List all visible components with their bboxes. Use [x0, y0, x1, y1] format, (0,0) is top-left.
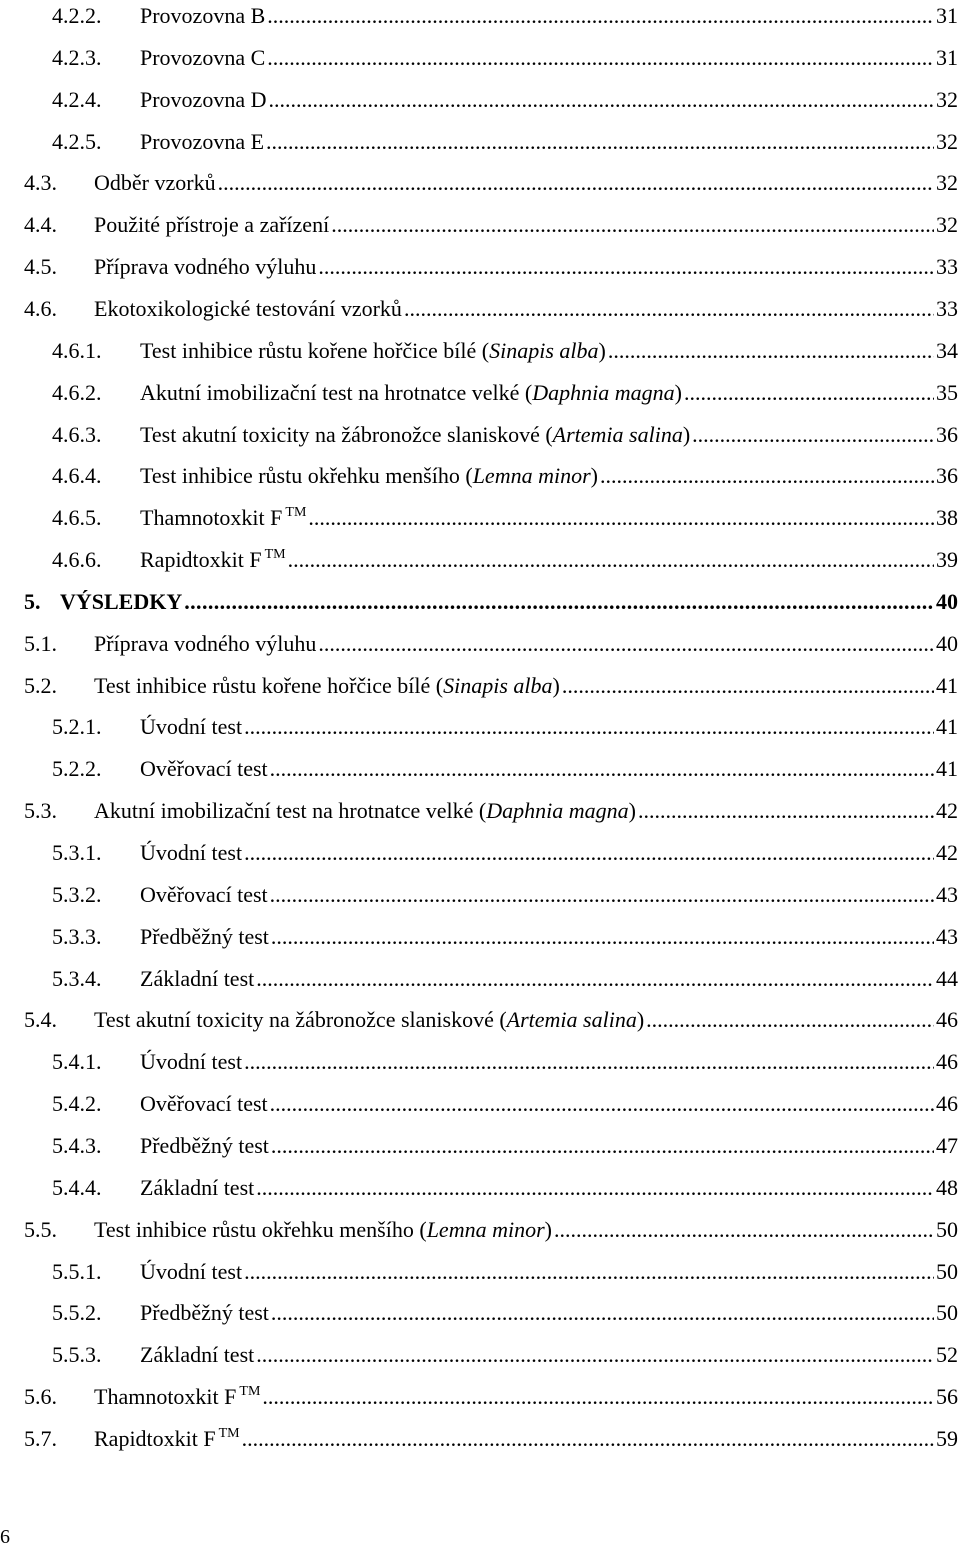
toc-entry-page: 43 [936, 923, 958, 949]
toc-entry[interactable] [0, 1171, 958, 1205]
dot-leader [267, 41, 934, 75]
toc-entry-page: 47 [936, 1132, 958, 1158]
toc-entry-page: 39 [936, 547, 958, 573]
dot-leader [684, 376, 934, 410]
toc-entry-number: 4.2.2. [52, 3, 102, 28]
toc-entry[interactable] [0, 962, 958, 996]
toc-title-text: Test inhibice růstu kořene hořčice bílé ( [140, 337, 490, 363]
toc-title-text: Použité přístroje a zařízení [94, 212, 330, 238]
dot-leader [600, 459, 934, 493]
toc-entry-page: 44 [936, 965, 958, 991]
toc-entry-number: 4.2.4. [52, 86, 102, 112]
toc-entry-title [140, 836, 242, 870]
dot-leader [242, 1422, 934, 1456]
toc-entry-title [94, 250, 316, 284]
toc-entry-page: 50 [936, 1216, 958, 1242]
toc-entry-title [140, 1087, 268, 1121]
toc-entry-title [140, 1255, 242, 1289]
toc-entry[interactable] [0, 1296, 958, 1330]
toc-entry-number: 5.5.1. [52, 1258, 102, 1284]
toc-title-text: Akutní imobilizační test na hrotnatce velké ( [140, 379, 533, 405]
trademark-superscript: TM [285, 505, 307, 521]
toc-title-text: ) [682, 421, 691, 447]
toc-entry-title [140, 334, 606, 368]
toc-title-text: Rapidtoxkit F [140, 547, 262, 573]
toc-entry-number: 5.2.2. [52, 756, 102, 782]
dot-leader [646, 1003, 934, 1037]
toc-entry-title [94, 1003, 644, 1037]
dot-leader [268, 83, 934, 117]
toc-entry[interactable] [0, 83, 958, 117]
toc-entry-page: 56 [936, 1384, 958, 1410]
toc-entry-page: 31 [936, 3, 958, 28]
toc-entry-title [94, 669, 560, 703]
toc-entry-number: 5.3.2. [52, 881, 102, 907]
toc-entry-number: 5.3.1. [52, 840, 102, 865]
toc-entry[interactable] [0, 543, 958, 577]
dot-leader [256, 1338, 934, 1372]
toc-entry-title [140, 962, 254, 996]
toc-entry-number: 5.3. [24, 798, 57, 824]
toc-title-text: Provozovna B [140, 3, 266, 28]
trademark-superscript: TM [218, 1425, 240, 1441]
species-name: Sinapis alba [443, 672, 553, 698]
toc-entry[interactable] [0, 418, 958, 452]
toc-title-text: Test inhibice růstu okřehku menšího ( [94, 1216, 427, 1242]
toc-entry-title [60, 585, 182, 619]
toc-entry-number: 5.3.4. [52, 965, 102, 991]
toc-title-text: ) [598, 337, 606, 363]
toc-entry-title [140, 1171, 254, 1205]
toc-entry-page: 33 [936, 254, 958, 280]
species-name: Daphnia magna [532, 379, 675, 405]
toc-entry-number: 4.6.6. [52, 547, 102, 573]
dot-leader [562, 669, 934, 703]
toc-entry-number: 4.2.5. [52, 128, 102, 154]
toc-title-text: Ověřovací test [140, 881, 268, 907]
toc-entry-number: 5.4. [24, 1007, 57, 1033]
dot-leader [308, 501, 934, 535]
toc-entry-page: 32 [936, 86, 958, 112]
trademark-superscript: TM [239, 1384, 261, 1400]
toc-entry-page: 43 [936, 881, 958, 907]
dot-leader [692, 418, 934, 452]
dot-leader [331, 208, 934, 242]
toc-entry-title [94, 166, 216, 200]
toc-title-text: Ověřovací test [140, 756, 268, 782]
toc-entry-number: 5.7. [24, 1425, 57, 1451]
toc-title-text: Ověřovací test [140, 1091, 268, 1117]
toc-title-text: Úvodní test [140, 714, 243, 740]
dot-leader [270, 1087, 934, 1121]
toc-entry[interactable] [0, 376, 958, 410]
toc-title-text: Předběžný test [140, 1132, 269, 1158]
toc-entry[interactable] [0, 1003, 958, 1037]
toc-entry[interactable] [0, 41, 958, 75]
toc-entry[interactable] [0, 1380, 958, 1414]
toc-entry-number: 5. [24, 588, 41, 614]
toc-entry-number: 4.4. [24, 212, 57, 238]
toc-title-text: VÝSLEDKY [60, 588, 183, 614]
toc-title-text: ) [552, 672, 560, 698]
toc-entry-number: 4.3. [24, 170, 57, 196]
toc-entry-title [140, 752, 268, 786]
toc-entry[interactable] [0, 501, 958, 535]
toc-title-text: ) [628, 798, 636, 824]
toc-entry-number: 5.6. [24, 1384, 57, 1410]
toc-entry-number: 4.6.1. [52, 337, 102, 363]
dot-leader [288, 543, 934, 577]
toc-entry-page: 42 [936, 798, 958, 824]
toc-title-text: Předběžný test [140, 1300, 269, 1326]
toc-entry-page: 38 [936, 505, 958, 531]
toc-entry[interactable] [0, 878, 958, 912]
species-name: Daphnia magna [486, 798, 629, 824]
toc-entry-page: 33 [936, 295, 958, 321]
toc-title-text: Thamnotoxkit F [94, 1384, 237, 1410]
toc-entry-title [94, 1213, 552, 1247]
toc-entry[interactable] [0, 752, 958, 786]
toc-title-text: Předběžný test [140, 923, 269, 949]
toc-entry-number: 5.5.3. [52, 1342, 102, 1368]
toc-entry-page: 41 [936, 672, 958, 698]
toc-title-text: Provozovna C [140, 44, 266, 70]
toc-entry-number: 4.6.2. [52, 379, 102, 405]
toc-entry-title [140, 1296, 269, 1330]
toc-title-text: Odběr vzorků [94, 170, 216, 196]
toc-entry[interactable] [0, 292, 958, 326]
toc-entry-title [94, 1422, 240, 1456]
dot-leader [271, 1129, 934, 1163]
species-name: Artemia salina [552, 421, 683, 447]
species-name: Lemna minor [472, 463, 591, 489]
toc-entry-title [140, 1129, 269, 1163]
dot-leader [638, 794, 934, 828]
toc-entry-page: 41 [936, 714, 958, 740]
toc-title-text: Test inhibice růstu okřehku menšího ( [140, 463, 473, 489]
toc-entry-number: 5.4.1. [52, 1049, 102, 1075]
toc-entry-number: 5.4.2. [52, 1091, 102, 1117]
toc-entry-title [140, 125, 264, 159]
toc-entry-title [140, 1338, 254, 1372]
dot-leader [184, 585, 934, 619]
toc-entry-title [140, 0, 265, 33]
toc-entry-number: 4.6.3. [52, 421, 102, 447]
toc-entry-number: 4.2.3. [52, 44, 102, 70]
toc-entry-title [140, 41, 265, 75]
species-name: Lemna minor [426, 1216, 545, 1242]
toc-entry-title [140, 710, 242, 744]
toc-entry-number: 4.6.4. [52, 463, 102, 489]
dot-leader [244, 836, 934, 870]
toc-entry-title [140, 418, 690, 452]
toc-title-text: Příprava vodného výluhu [94, 630, 317, 656]
dot-leader [256, 962, 934, 996]
toc-title-text: Thamnotoxkit F [140, 505, 283, 531]
toc-entry[interactable] [0, 585, 958, 619]
toc-entry-number: 5.5. [24, 1216, 57, 1242]
toc-entry-title [140, 1045, 242, 1079]
toc-entry-page: 46 [936, 1007, 958, 1033]
toc-entry-title [140, 83, 266, 117]
toc-entry[interactable] [0, 459, 958, 493]
toc-title-text: Provozovna D [140, 86, 267, 112]
dot-leader [256, 1171, 934, 1205]
toc-title-text: Provozovna E [140, 128, 265, 154]
toc-entry-page: 36 [936, 463, 958, 489]
toc-title-text: ) [590, 463, 598, 489]
toc-entry-title [94, 292, 402, 326]
toc-entry[interactable] [0, 250, 958, 284]
dot-leader [554, 1213, 934, 1247]
toc-title-text: Úvodní test [140, 1258, 243, 1284]
dot-leader [608, 334, 934, 368]
toc-entry-number: 5.3.3. [52, 923, 102, 949]
toc-title-text: Akutní imobilizační test na hrotnatce velké ( [94, 798, 487, 824]
toc-entry-title [94, 1380, 260, 1414]
dot-leader [270, 878, 934, 912]
toc-entry-title [94, 627, 316, 661]
toc-entry-title [140, 501, 306, 535]
toc-entry-number: 4.6. [24, 295, 57, 321]
toc-entry-number: 4.5. [24, 254, 57, 280]
toc-entry-title [94, 794, 636, 828]
dot-leader [271, 1296, 934, 1330]
toc-entry[interactable] [0, 208, 958, 242]
toc-entry[interactable] [0, 669, 958, 703]
toc-entry[interactable] [0, 125, 958, 159]
toc-entry-page: 50 [936, 1258, 958, 1284]
dot-leader [244, 1045, 934, 1079]
toc-entry-title [140, 459, 598, 493]
toc-title-text: ) [674, 379, 682, 405]
toc-entry[interactable] [0, 1213, 958, 1247]
toc-entry-number: 5.1. [24, 630, 57, 656]
dot-leader [266, 125, 934, 159]
toc-title-text: Rapidtoxkit F [94, 1425, 216, 1451]
toc-entry[interactable] [0, 836, 958, 870]
toc-entry-title [140, 543, 286, 577]
toc-entry-page: 52 [936, 1342, 958, 1368]
toc-entry-page: 42 [936, 840, 958, 865]
dot-leader [244, 1255, 934, 1289]
toc-entry-page: 36 [936, 421, 958, 447]
toc-entry-page: 35 [936, 379, 958, 405]
toc-entry-number: 5.2. [24, 672, 57, 698]
toc-entry-page: 40 [936, 588, 958, 614]
toc-entry[interactable] [0, 1045, 958, 1079]
toc-entry-title [140, 920, 269, 954]
toc-entry-number: 5.5.2. [52, 1300, 102, 1326]
toc-title-text: Úvodní test [140, 1049, 243, 1075]
toc-title-text: ) [636, 1007, 645, 1033]
dot-leader [267, 0, 934, 33]
toc-entry[interactable] [0, 166, 958, 200]
toc-title-text: Úvodní test [140, 840, 243, 865]
toc-entry-number: 5.2.1. [52, 714, 102, 740]
toc-entry-page: 40 [936, 630, 958, 656]
toc-entry-page: 59 [936, 1425, 958, 1451]
toc-entry-page: 32 [936, 212, 958, 238]
toc-title-text: Test akutní toxicity na žábronožce slaniskové ( [94, 1007, 507, 1033]
toc-entry-page: 48 [936, 1174, 958, 1200]
toc-entry[interactable] [0, 627, 958, 661]
toc-entry[interactable] [0, 1087, 958, 1121]
toc-title-text: Základní test [140, 1174, 255, 1200]
toc-entry-number: 5.4.3. [52, 1132, 102, 1158]
toc-entry-page: 41 [936, 756, 958, 782]
dot-leader [271, 920, 934, 954]
toc-title-text: Ekotoxikologické testování vzorků [94, 295, 402, 321]
toc-entry[interactable] [0, 1129, 958, 1163]
toc-entry[interactable] [0, 920, 958, 954]
dot-leader [218, 166, 934, 200]
page-number: 6 [0, 1526, 10, 1548]
toc-title-text: Základní test [140, 965, 255, 991]
toc-entry-title [140, 878, 268, 912]
toc-entry-number: 4.6.5. [52, 505, 102, 531]
toc-title-text: Test inhibice růstu kořene hořčice bílé ( [94, 672, 444, 698]
dot-leader [270, 752, 934, 786]
toc-entry-page: 31 [936, 44, 958, 70]
dot-leader [318, 627, 934, 661]
dot-leader [244, 710, 934, 744]
toc-entry[interactable] [0, 1422, 958, 1456]
toc-entry-page: 34 [936, 337, 958, 363]
dot-leader [262, 1380, 934, 1414]
toc-entry-page: 46 [936, 1049, 958, 1075]
dot-leader [404, 292, 934, 326]
toc-title-text: Základní test [140, 1342, 255, 1368]
species-name: Sinapis alba [489, 337, 599, 363]
toc-title-text: Test akutní toxicity na žábronožce slaniskové ( [140, 421, 553, 447]
toc-entry[interactable] [0, 794, 958, 828]
toc-entry[interactable] [0, 1255, 958, 1289]
toc-entry[interactable] [0, 710, 958, 744]
dot-leader [318, 250, 934, 284]
toc-title-text: Příprava vodného výluhu [94, 254, 317, 280]
toc-title-text: ) [544, 1216, 552, 1242]
toc-entry-page: 50 [936, 1300, 958, 1326]
toc-entry-number: 5.4.4. [52, 1174, 102, 1200]
species-name: Artemia salina [506, 1007, 637, 1033]
toc-entry-title [94, 208, 329, 242]
toc-entry[interactable] [0, 334, 958, 368]
toc-entry[interactable] [0, 1338, 958, 1372]
toc-entry-page: 32 [936, 128, 958, 154]
toc-entry-page: 46 [936, 1091, 958, 1117]
trademark-superscript: TM [264, 547, 286, 563]
toc-entry-page: 32 [936, 170, 958, 196]
toc-entry-title [140, 376, 682, 410]
toc-entry[interactable] [0, 0, 958, 33]
